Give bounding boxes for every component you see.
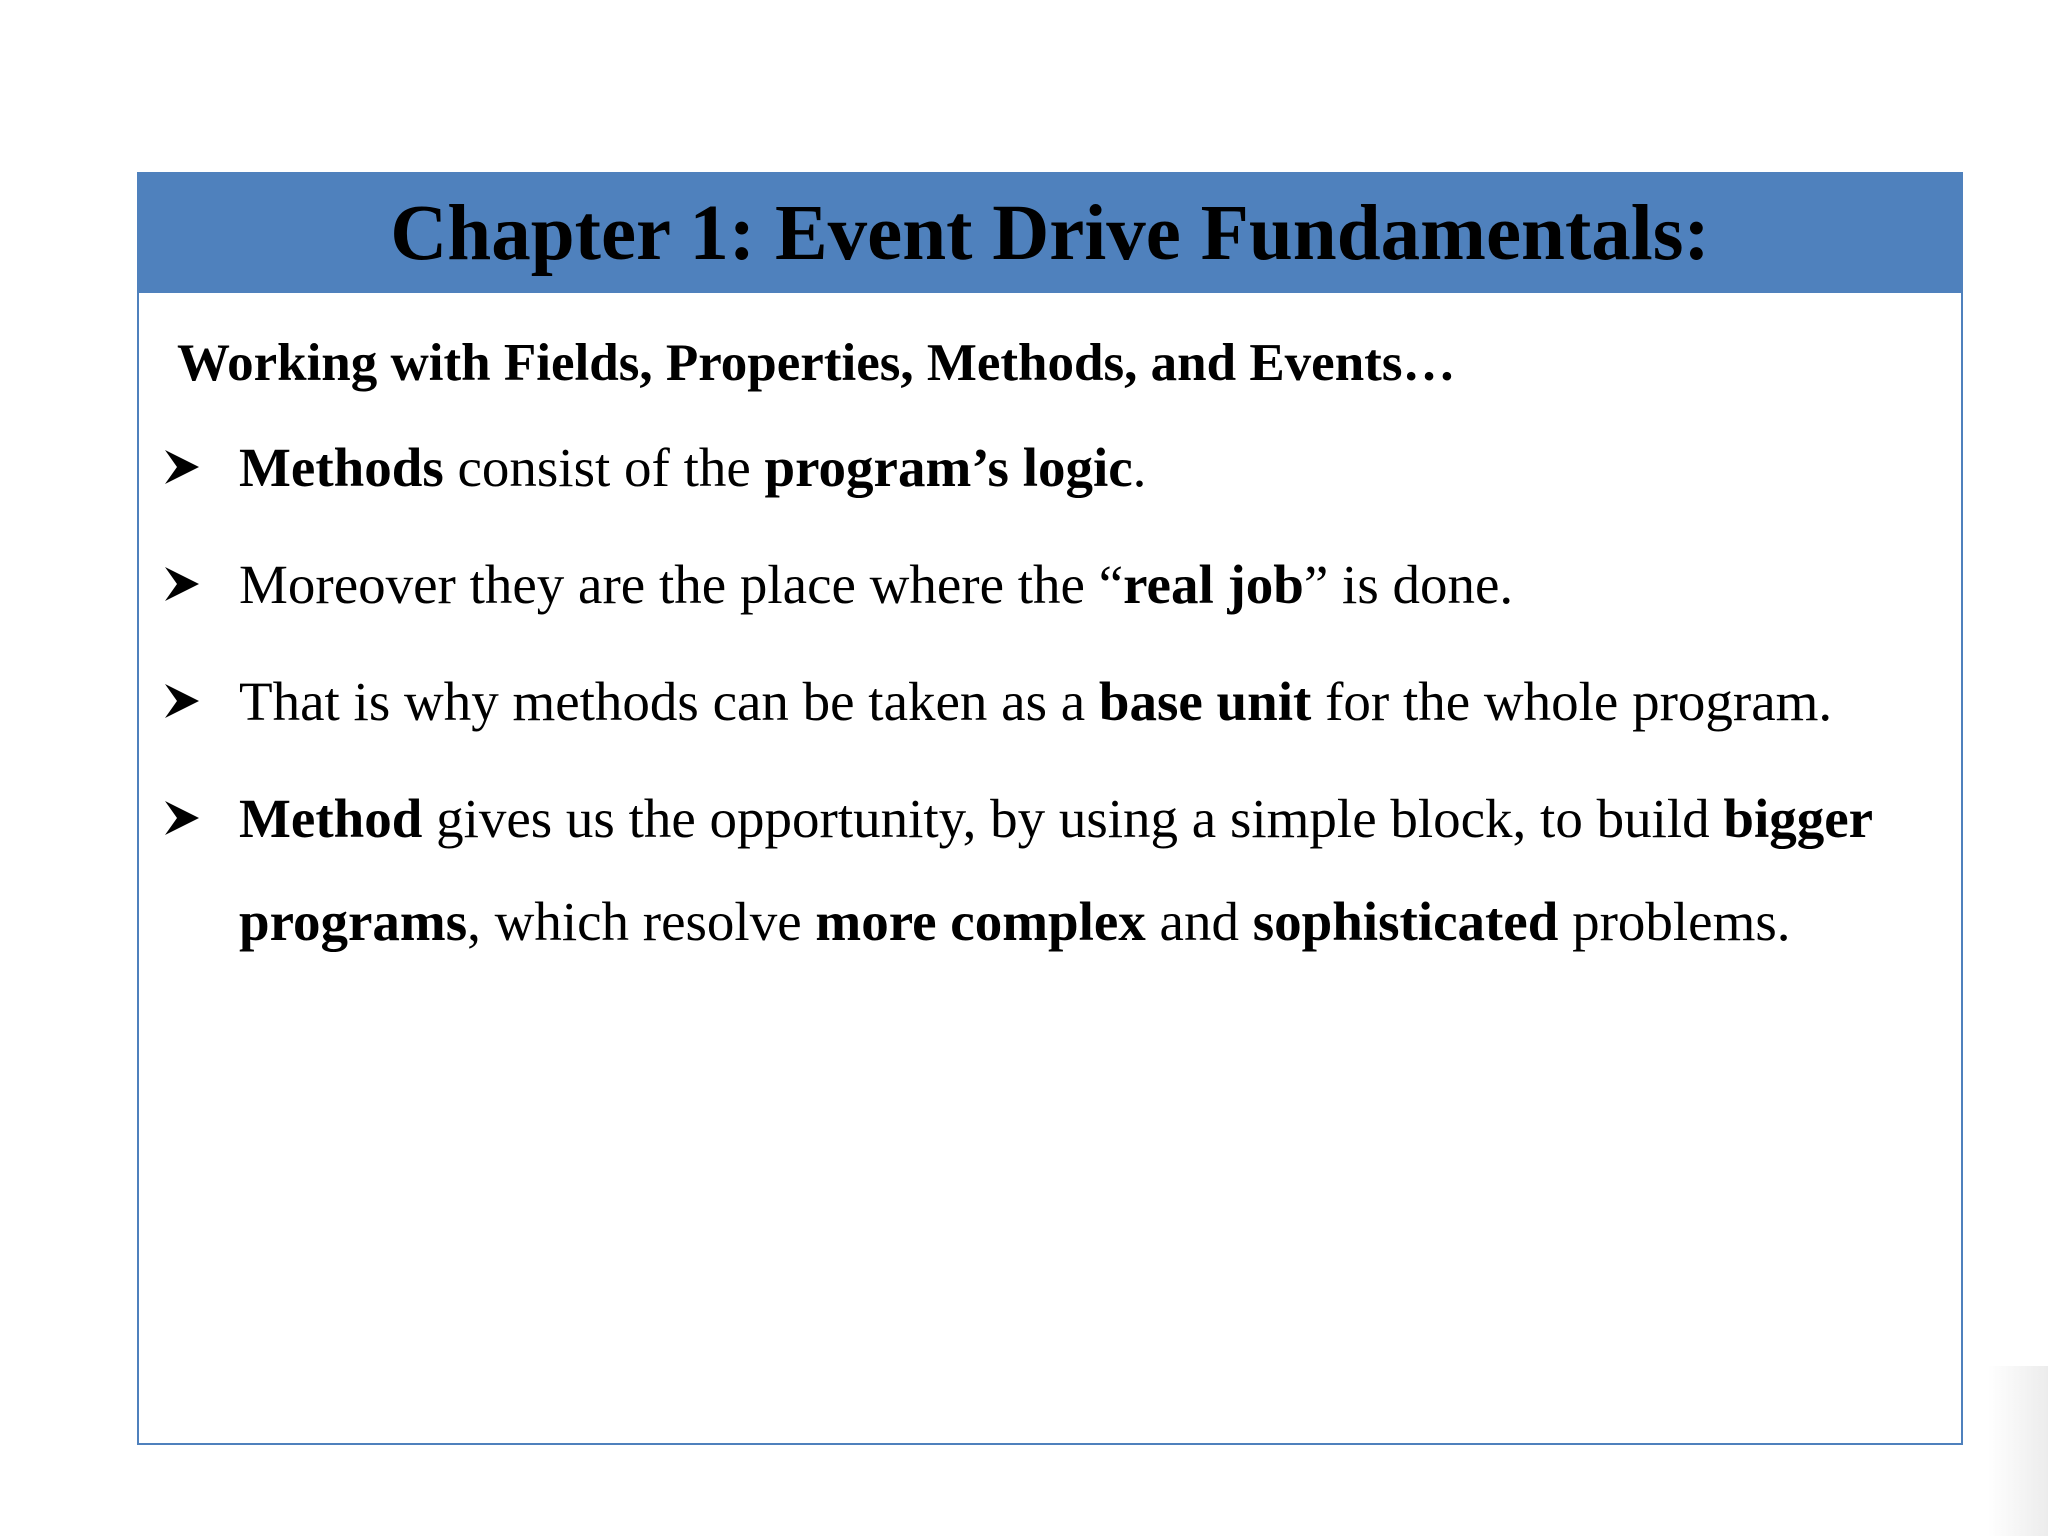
bullet-item [159,437,1949,498]
arrowhead-bullet-icon [163,682,201,720]
bullet-text-line-1: Method gives us the opportunity, by using a simple block, to build bigger [239,788,1874,849]
bullet-text-line-2: programs, which resolve more complex and sophisticated problems. [239,891,1791,952]
bullet-text: That is why methods can be taken as a base unit for the whole program. [239,671,1833,732]
bullet-item [159,671,1949,732]
bullet-item [159,554,1949,615]
corner-shadow [1988,1366,2048,1536]
bullet-list [159,437,1949,952]
arrowhead-bullet-icon [163,565,201,603]
arrowhead-bullet-icon [163,799,201,837]
bullet-text: Moreover they are the place where the “real job” is done. [239,554,1514,615]
slide-title: Chapter 1: Event Drive Fundamentals: [390,190,1710,277]
slide-subtitle: Working with Fields, Properties, Methods, and Events… [177,334,1456,392]
slide-frame [137,172,1963,1445]
bullet-text: Methods consist of the program’s logic. [239,437,1147,498]
title-bar [139,174,1961,293]
bullet-item [159,788,1949,952]
arrowhead-bullet-icon [163,448,201,486]
